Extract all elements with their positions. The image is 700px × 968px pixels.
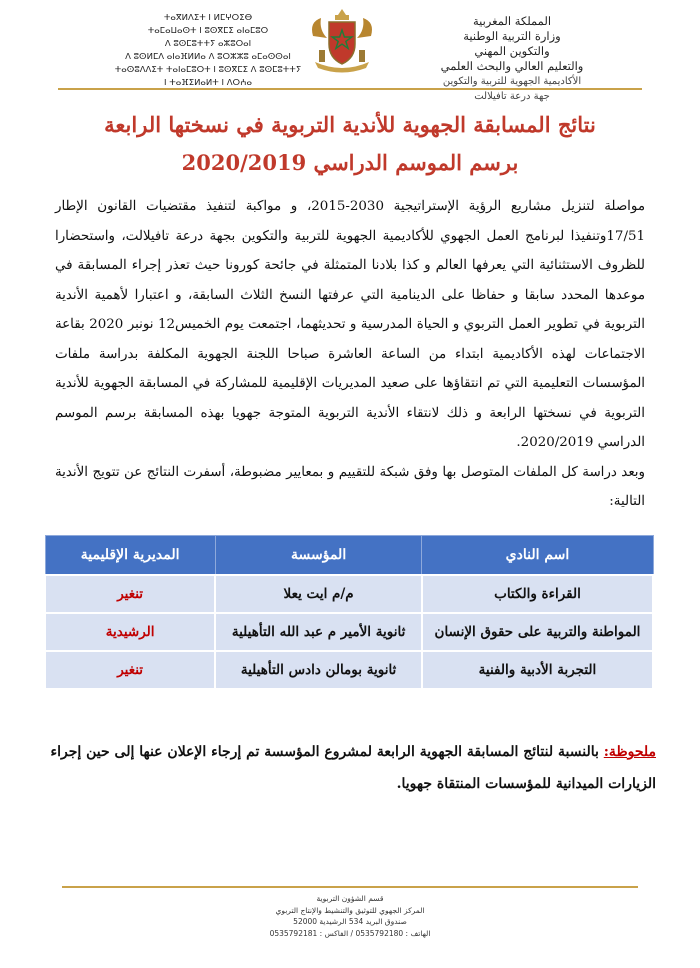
body-paragraph: وبعد دراسة كل الملفات المتوصل بها وفق شبكة للتقييم و بمعايير مضبوطة، أسفرت النتائج عن تتويج الأندية التالية: xyxy=(55,464,645,509)
footer-divider xyxy=(62,886,638,888)
table-header-row xyxy=(45,536,653,576)
footer-line: صندوق البريد 534 الرشيدية 52000 xyxy=(293,917,407,926)
directorate-cell: الرشيدية xyxy=(45,613,215,651)
arabic-header-line: وزارة التربية الوطنية xyxy=(463,29,561,43)
body-paragraph: مواصلة لتنزيل مشاريع الرؤية الإستراتيجية 2030-2015، و مواكبة لتنفيذ مقتضيات القانون الإطار 17/51وتنفيذا لبرنامج العمل الجهوي للأكاديمية الجهوية للتربية والتكوين بجهة درعة تافيلالت، واستحضارا للظروف الاستثنائية التي يعرفها العالم و كذا بلادنا المتمثلة في جائحة كورونا حيث تعذر إجراء المسابقة في موعدها المحدد سابقا و حفاظا على الدينامية التي عرفتها النسخ الثلاث السابقة، و اعتبارا لأهمية الأندية التربوية في تطوير العمل التربوي و الحياة المدرسية و تحديثهما، اجتمعت يوم الخميس12 نونبر 2020 بقاعة الاجتماعات لهذه الأكاديمية ابتداء من الساعة العاشرة صباحا اللجنة الجهوية المكلفة بدراسة ملفات المؤسسات التعليمية التي تم انتقاؤها على صعيد المديريات الإقليمية للمشاركة في المسابقة الجهوية للأندية التربوية في نسختها الرابعة و ذلك لانتقاء الأندية التربوية المتوجة جهويا بهذه المسابقة برسم الموسم الدراسي 2020/2019. xyxy=(55,199,645,450)
document-title: نتائج المسابقة الجهوية للأندية التربوية في نسختها الرابعة xyxy=(104,112,596,137)
letterhead xyxy=(0,0,700,102)
column-header: اسم النادي xyxy=(422,536,653,576)
document-subtitle: برسم الموسم الدراسي 2020/2019 xyxy=(181,150,519,175)
tifinagh-line: ⴷ ⵓⵙⵎⵓⵜⵜⵢ ⴰⵣⵓⵔⴰⵏ xyxy=(164,39,252,49)
note-label: ملحوظة: xyxy=(603,744,656,760)
directorate-cell: تنغير xyxy=(45,575,215,613)
footer-line: الهاتف : 0535792180 / الفاكس : 0535792181 xyxy=(269,928,431,938)
arabic-header xyxy=(382,14,642,104)
institution-cell: ثانوية الأمير م عبد الله التأهيلية xyxy=(215,613,422,651)
club-name-cell: القراءة والكتاب xyxy=(422,575,653,613)
arabic-header-line: المملكة المغربية xyxy=(472,14,552,28)
column-header: المؤسسة xyxy=(215,536,422,576)
arabic-header-line: الأكاديمية الجهوية للتربية والتكوين xyxy=(442,76,582,87)
tifinagh-line: ⵜⴰⵎⴰⵡⴰⵙⵜ ⵏ ⵓⵙⴳⵎⵉ ⴰⵏⴰⵎⵓⵔ xyxy=(147,26,269,36)
institution-cell: ثانوية بومالن دادس التأهيلية xyxy=(215,651,422,689)
tifinagh-header xyxy=(78,12,338,90)
results-table xyxy=(44,535,654,690)
tifinagh-line: ⴷ ⵓⵙⵍⵎⴷ ⴰⵏⴰⴼⵍⵍⴰ ⴷ ⵓⵔⵣⵣⵓ ⴰⵎⴰⵙⵙⴰⵏ xyxy=(125,52,291,62)
tifinagh-line: ⵏ ⵜⴰⴼⵉⵍⴰⵍⵜ ⵏ ⴷⵔⵄⴰ xyxy=(164,78,252,88)
tifinagh-line: ⵜⴰⴳⵍⴷⵉⵜ ⵏ ⵍⵎⵖⵔⵉⴱ xyxy=(163,13,253,23)
club-name-cell: التجربة الأدبية والفنية xyxy=(422,651,653,689)
directorate-cell: تنغير xyxy=(45,651,215,689)
footer-address xyxy=(200,893,500,939)
arabic-header-line: جهة درعة تافيلالت xyxy=(474,91,550,102)
arabic-header-line: والتكوين المهني xyxy=(474,44,550,58)
club-name-cell: المواطنة والتربية على حقوق الإنسان xyxy=(422,613,653,651)
footer-line: المركز الجهوي للتوثيق والتنشيط والإنتاج التربوي xyxy=(275,905,425,915)
body-text xyxy=(55,192,645,517)
table-row xyxy=(45,575,653,613)
table-row xyxy=(45,651,653,689)
header-divider xyxy=(58,88,642,90)
note-text: بالنسبة لنتائج المسابقة الجهوية الرابعة لمشروع المؤسسة تم إرجاء الإعلان عنها إلى حين إجراء الزيارات الميدانية للمؤسسات المنتقاة جهويا. xyxy=(50,744,656,792)
arabic-header-line: والتعليم العالي والبحث العلمي xyxy=(440,59,584,73)
note-paragraph xyxy=(44,736,656,800)
tifinagh-line: ⵜⴰⵙⵓⴷⴷⵉⵜ ⵜⴰⵏⴰⵎⵓⵔⵜ ⵏ ⵓⵙⴳⵎⵉ ⴷ ⵓⵙⵎⵓⵜⵜⵢ xyxy=(114,65,302,75)
institution-cell: م/م ايت يعلا xyxy=(215,575,422,613)
coat-of-arms-icon xyxy=(305,6,379,76)
column-header: المديرية الإقليمية xyxy=(45,536,215,576)
footer-line: قسم الشؤون التربوية xyxy=(316,894,384,903)
table-row xyxy=(45,613,653,651)
